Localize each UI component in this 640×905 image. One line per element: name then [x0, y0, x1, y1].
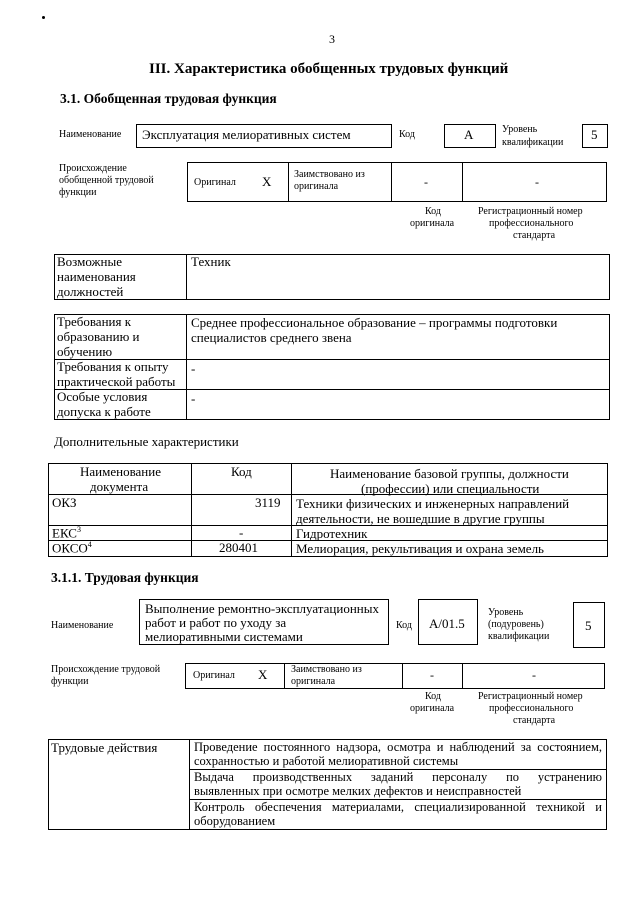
tf-origin-box: [185, 663, 605, 689]
tf-dash-2: -: [532, 668, 536, 682]
gtf-name-label: Наименование: [59, 129, 122, 140]
gtf-original-mark: X: [262, 174, 272, 189]
additional-col1-1: Наименование: [80, 464, 161, 479]
additional-col1-2: документа: [90, 479, 149, 494]
okso-code: 280401: [219, 540, 258, 555]
experience-value: -: [191, 361, 196, 376]
gtf-origin-box: [187, 162, 607, 202]
tf-name-value-2: работ и работ по уходу за: [145, 615, 287, 630]
gtf-origin-div-2: [391, 162, 392, 202]
gtf-dash-2: -: [535, 175, 539, 189]
tf-level-value: 5: [585, 618, 592, 633]
positions-label-2: наименования: [57, 269, 136, 284]
tf-code-label: Код: [396, 620, 412, 631]
gtf-origin-label-3: функции: [59, 187, 97, 198]
gtf-code-label: Код: [399, 129, 415, 140]
gtf-level-label-2: квалификации: [502, 137, 564, 148]
tf-reg-label-1: Регистрационный номер: [478, 691, 583, 702]
gtf-origin-div-1: [288, 162, 289, 202]
tf-original-mark: X: [258, 667, 268, 682]
gtf-dash-1: -: [424, 175, 428, 189]
requirements-div-v: [186, 314, 187, 420]
special-label-2: допуска к работе: [57, 404, 151, 419]
education-label-2: образованию и: [57, 329, 140, 344]
gtf-reg-label-2: профессионального: [489, 218, 574, 229]
tf-origin-label-2: функции: [51, 676, 89, 687]
tf-original-label: Оригинал: [193, 670, 235, 681]
tf-origin-label-1: Происхождение трудовой: [51, 664, 161, 675]
tf-borrowed-label-2: оригинала: [291, 676, 336, 687]
tf-level-label-2: (подуровень): [488, 619, 544, 630]
positions-label-3: должностей: [57, 284, 124, 299]
tf-origin-div-3: [462, 663, 463, 689]
eks-doc: [52, 526, 81, 541]
gtf-origin-label-2: обобщенной трудовой: [59, 175, 154, 186]
actions-div-v: [189, 739, 190, 830]
section-title: III. Характеристика обобщенных трудовых функций: [149, 61, 509, 77]
gtf-level-label-1: Уровень: [502, 124, 538, 135]
additional-col2: Код: [231, 464, 252, 479]
tf-code-value: A/01.5: [429, 616, 465, 631]
tf-level-label-1: Уровень: [488, 607, 524, 618]
eks-code: -: [239, 525, 244, 540]
education-label-1: Требования к: [57, 314, 132, 329]
additional-div-v2: [291, 463, 292, 557]
positions-box: [54, 254, 610, 300]
education-value-2: специалистов среднего звена: [191, 330, 352, 345]
page-number: 3: [329, 32, 335, 46]
gtf-code-original-label-1: Код: [425, 206, 441, 217]
additional-col3-1: Наименование базовой группы, должности: [330, 466, 569, 481]
gtf-reg-label-1: Регистрационный номер: [478, 206, 583, 217]
positions-value: Техник: [191, 254, 231, 269]
gtf-reg-label-3: стандарта: [513, 230, 556, 241]
additional-heading: Дополнительные характеристики: [54, 434, 239, 449]
okz-name-1: Техники физических и инженерных направлений: [296, 496, 570, 511]
okz-code: 3119: [255, 495, 281, 510]
gtf-origin-label-1: Происхождение: [59, 163, 127, 174]
positions-label-1: Возможные: [57, 254, 122, 269]
tf-reg-label-3: стандарта: [513, 715, 556, 726]
eks-name: Гидротехник: [296, 526, 368, 541]
experience-label-1: Требования к опыту: [57, 359, 169, 374]
action-3-line-1: Контроль обеспечения материалами, специализированной техникой и: [194, 800, 602, 814]
action-1-line-2: сохранностью и работой мелиоративной системы: [194, 754, 459, 768]
tf-code-original-label-1: Код: [425, 691, 441, 702]
gtf-level-value: 5: [591, 127, 598, 142]
tf-name-value-1: Выполнение ремонтно-эксплуатационных: [145, 601, 379, 616]
additional-div-v1: [191, 463, 192, 557]
eks-doc-text: ЕКС: [52, 525, 77, 541]
tf-name-label: Наименование: [51, 620, 114, 631]
action-2-line-1: Выдача производственных заданий персоналу по устранению: [194, 770, 602, 784]
action-1-line-1: Проведение постоянного надзора, осмотра и наблюдений за состоянием,: [194, 740, 602, 754]
education-label-3: обучению: [57, 344, 113, 359]
tf-origin-div-1: [284, 663, 285, 689]
tf-borrowed-label-1: Заимствовано из: [291, 664, 362, 675]
tf-name-value-3: мелиоративными системами: [145, 629, 303, 644]
okz-doc: ОКЗ: [52, 495, 77, 510]
scan-dot: [42, 16, 45, 19]
experience-label-2: практической работы: [57, 374, 176, 389]
tf-heading: 3.1.1. Трудовая функция: [51, 570, 199, 585]
special-label-1: Особые условия: [57, 389, 148, 404]
gtf-code-value: А: [464, 127, 474, 142]
okso-footnote: 4: [87, 540, 92, 549]
education-value-1: Среднее профессиональное образование – программы подготовки: [191, 315, 558, 330]
okso-name: Мелиорация, рекультивация и охрана земель: [296, 541, 544, 556]
gtf-code-original-label-2: оригинала: [410, 218, 455, 229]
action-3-line-2: оборудованием: [194, 814, 276, 828]
tf-code-original-label-2: оригинала: [410, 703, 455, 714]
gtf-original-label: Оригинал: [194, 177, 236, 188]
tf-reg-label-2: профессионального: [489, 703, 574, 714]
gtf-origin-div-3: [462, 162, 463, 202]
gtf-borrowed-label-2: оригинала: [294, 181, 339, 192]
gtf-borrowed-label-1: Заимствовано из: [294, 169, 365, 180]
tf-origin-div-2: [402, 663, 403, 689]
okso-doc: [52, 541, 92, 556]
actions-label: Трудовые действия: [51, 740, 158, 755]
additional-col3-2: (профессии) или специальности: [361, 481, 540, 496]
gtf-heading: 3.1. Обобщенная трудовая функция: [60, 91, 277, 106]
okz-name-2: деятельности, не вошедшие в другие группы: [296, 511, 545, 526]
special-value: -: [191, 391, 196, 406]
positions-div: [186, 254, 187, 300]
tf-level-label-3: квалификации: [488, 631, 550, 642]
action-2-line-2: выявленных при осмотре мелких дефектов и неисправностей: [194, 784, 522, 798]
eks-footnote: 3: [76, 525, 81, 534]
okso-doc-text: ОКСО: [52, 540, 88, 556]
tf-dash-1: -: [430, 668, 434, 682]
gtf-name-value: Эксплуатация мелиоративных систем: [142, 127, 351, 142]
